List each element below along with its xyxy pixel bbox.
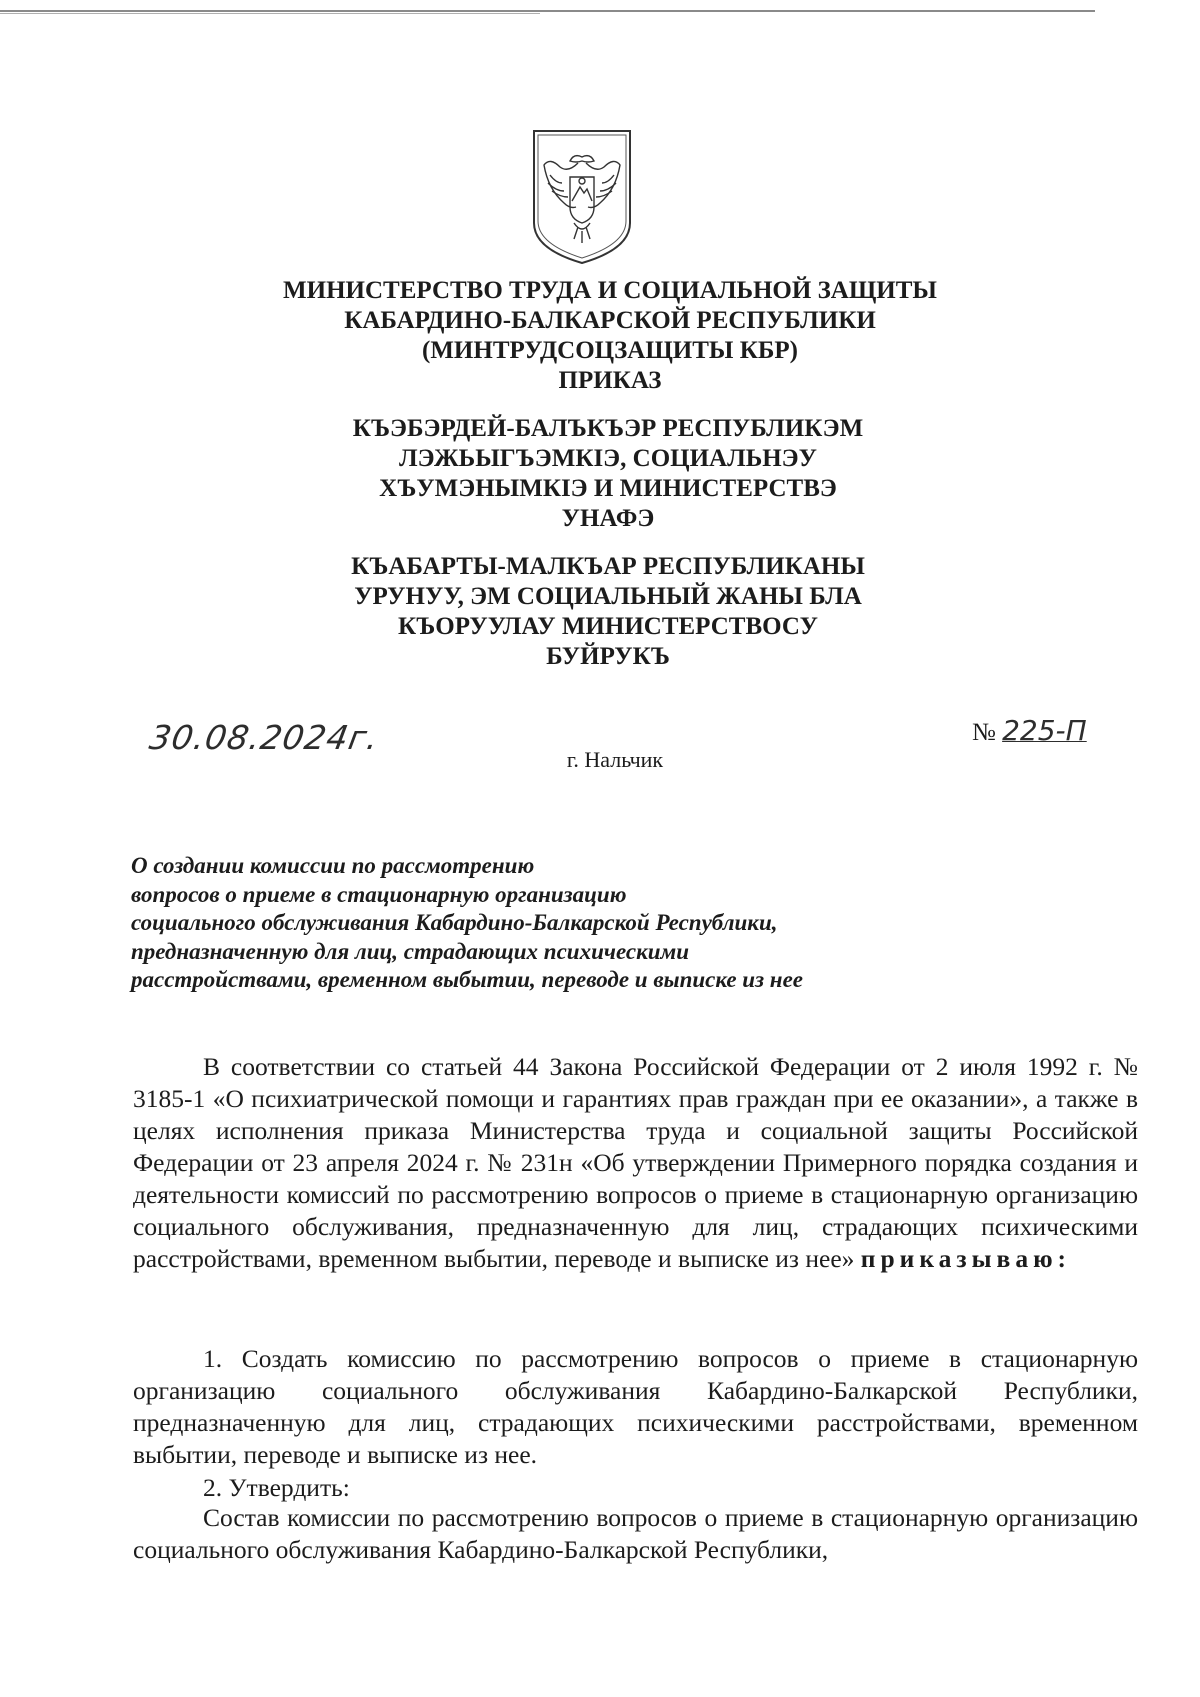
header-bal-line: КЪОРУУЛАУ МИНИСТЕРСТВОСУ xyxy=(398,613,818,640)
order-number xyxy=(972,714,1087,747)
header-bal-line: УРУНУУ, ЭМ СОЦИАЛЬНЫЙ ЖАНЫ БЛА xyxy=(354,583,862,610)
scan-edge-line xyxy=(0,10,1095,12)
title-line: расстройствами, временном выбытии, переводе и выписке из нее xyxy=(131,967,803,992)
header-ru-line: МИНИСТЕРСТВО ТРУДА И СОЦИАЛЬНОЙ ЗАЩИТЫ xyxy=(283,277,937,304)
city-name: г. Нальчик xyxy=(566,747,664,772)
clause-2-text: 2. Утвердить: xyxy=(203,1473,350,1502)
title-line: вопросов о приеме в стационарную организацию xyxy=(131,881,627,907)
header-ru-line: (МИНТРУДСОЦЗАЩИТЫ КБР) xyxy=(422,337,798,364)
header-bal-line: БУЙРУКЪ xyxy=(546,643,670,670)
order-directive: приказываю: xyxy=(860,1244,1072,1273)
header-kab-line: ХЪУМЭНЫМКIЭ И МИНИСТЕРСТВЭ xyxy=(379,475,837,502)
coat-of-arms-icon xyxy=(530,127,634,267)
header-kab-line: УНАФЭ xyxy=(561,505,655,532)
clause-1-text: 1. Создать комиссию по рассмотрению вопросов о приеме в стационарную организацию социального обслуживания Кабардино-Балкарской Республики, предназначенную для лиц, страдающих психическими расстройствами, временном выбытии, переводе и выписке из нее. xyxy=(133,1344,1138,1469)
title-line: социального обслуживания Кабардино-Балкарской Республики, xyxy=(131,910,778,935)
header-kab-line: ЛЭЖЬЫГЪЭМКIЭ, СОЦИАЛЬНЭУ xyxy=(398,445,817,472)
header-kabardian xyxy=(8,414,1200,534)
scan-edge-line-thin xyxy=(0,13,540,14)
title-line: О создании комиссии по рассмотрению xyxy=(131,853,535,878)
composition-paragraph xyxy=(133,1502,1138,1566)
header-ru-line: КАБАРДИНО-БАЛКАРСКОЙ РЕСПУБЛИКИ xyxy=(344,307,876,334)
header-kab-line: КЪЭБЭРДЕЙ-БАЛЪКЪЭР РЕСПУБЛИКЭМ xyxy=(352,415,864,442)
clause-1-paragraph xyxy=(133,1343,1138,1471)
composition-text: Состав комиссии по рассмотрению вопросов о приеме в стационарную организацию социального обслуживания Кабардино-Балкарской Республики, xyxy=(133,1503,1138,1564)
order-title xyxy=(131,852,803,995)
header-ru-line: ПРИКАЗ xyxy=(558,367,662,394)
header-bal-line: КЪАБАРТЫ-МАЛКЪАР РЕСПУБЛИКАНЫ xyxy=(351,553,865,580)
header-russian xyxy=(10,276,1200,396)
clause-2-paragraph xyxy=(133,1472,1138,1504)
preamble-text: В соответствии со статьей 44 Закона Российской Федерации от 2 июля 1992 г. № 3185-1 «О психиатрической помощи и гарантиях прав граждан при ее оказании», а также в целях исполнения приказа Министерства труда и социальной защиты Российской Федерации от 23 апреля 2024 г. № 231н «Об утверждении Примерного порядка создания и деятельности комиссий по рассмотрению вопросов о приеме в стационарную организацию социального обслуживания, предназначенную для лиц, страдающих психическими расстройствами, временном выбытии, переводе и выписке из нее» xyxy=(133,1052,1138,1273)
title-line: предназначенную для лиц, страдающих психическими xyxy=(131,938,690,964)
preamble-paragraph xyxy=(133,1051,1138,1275)
header-balkar xyxy=(8,552,1200,672)
order-number-prefix: № xyxy=(972,719,996,746)
order-number-value: 225-П xyxy=(1002,714,1087,747)
handwritten-date: 30.08.2024г. xyxy=(146,718,383,757)
